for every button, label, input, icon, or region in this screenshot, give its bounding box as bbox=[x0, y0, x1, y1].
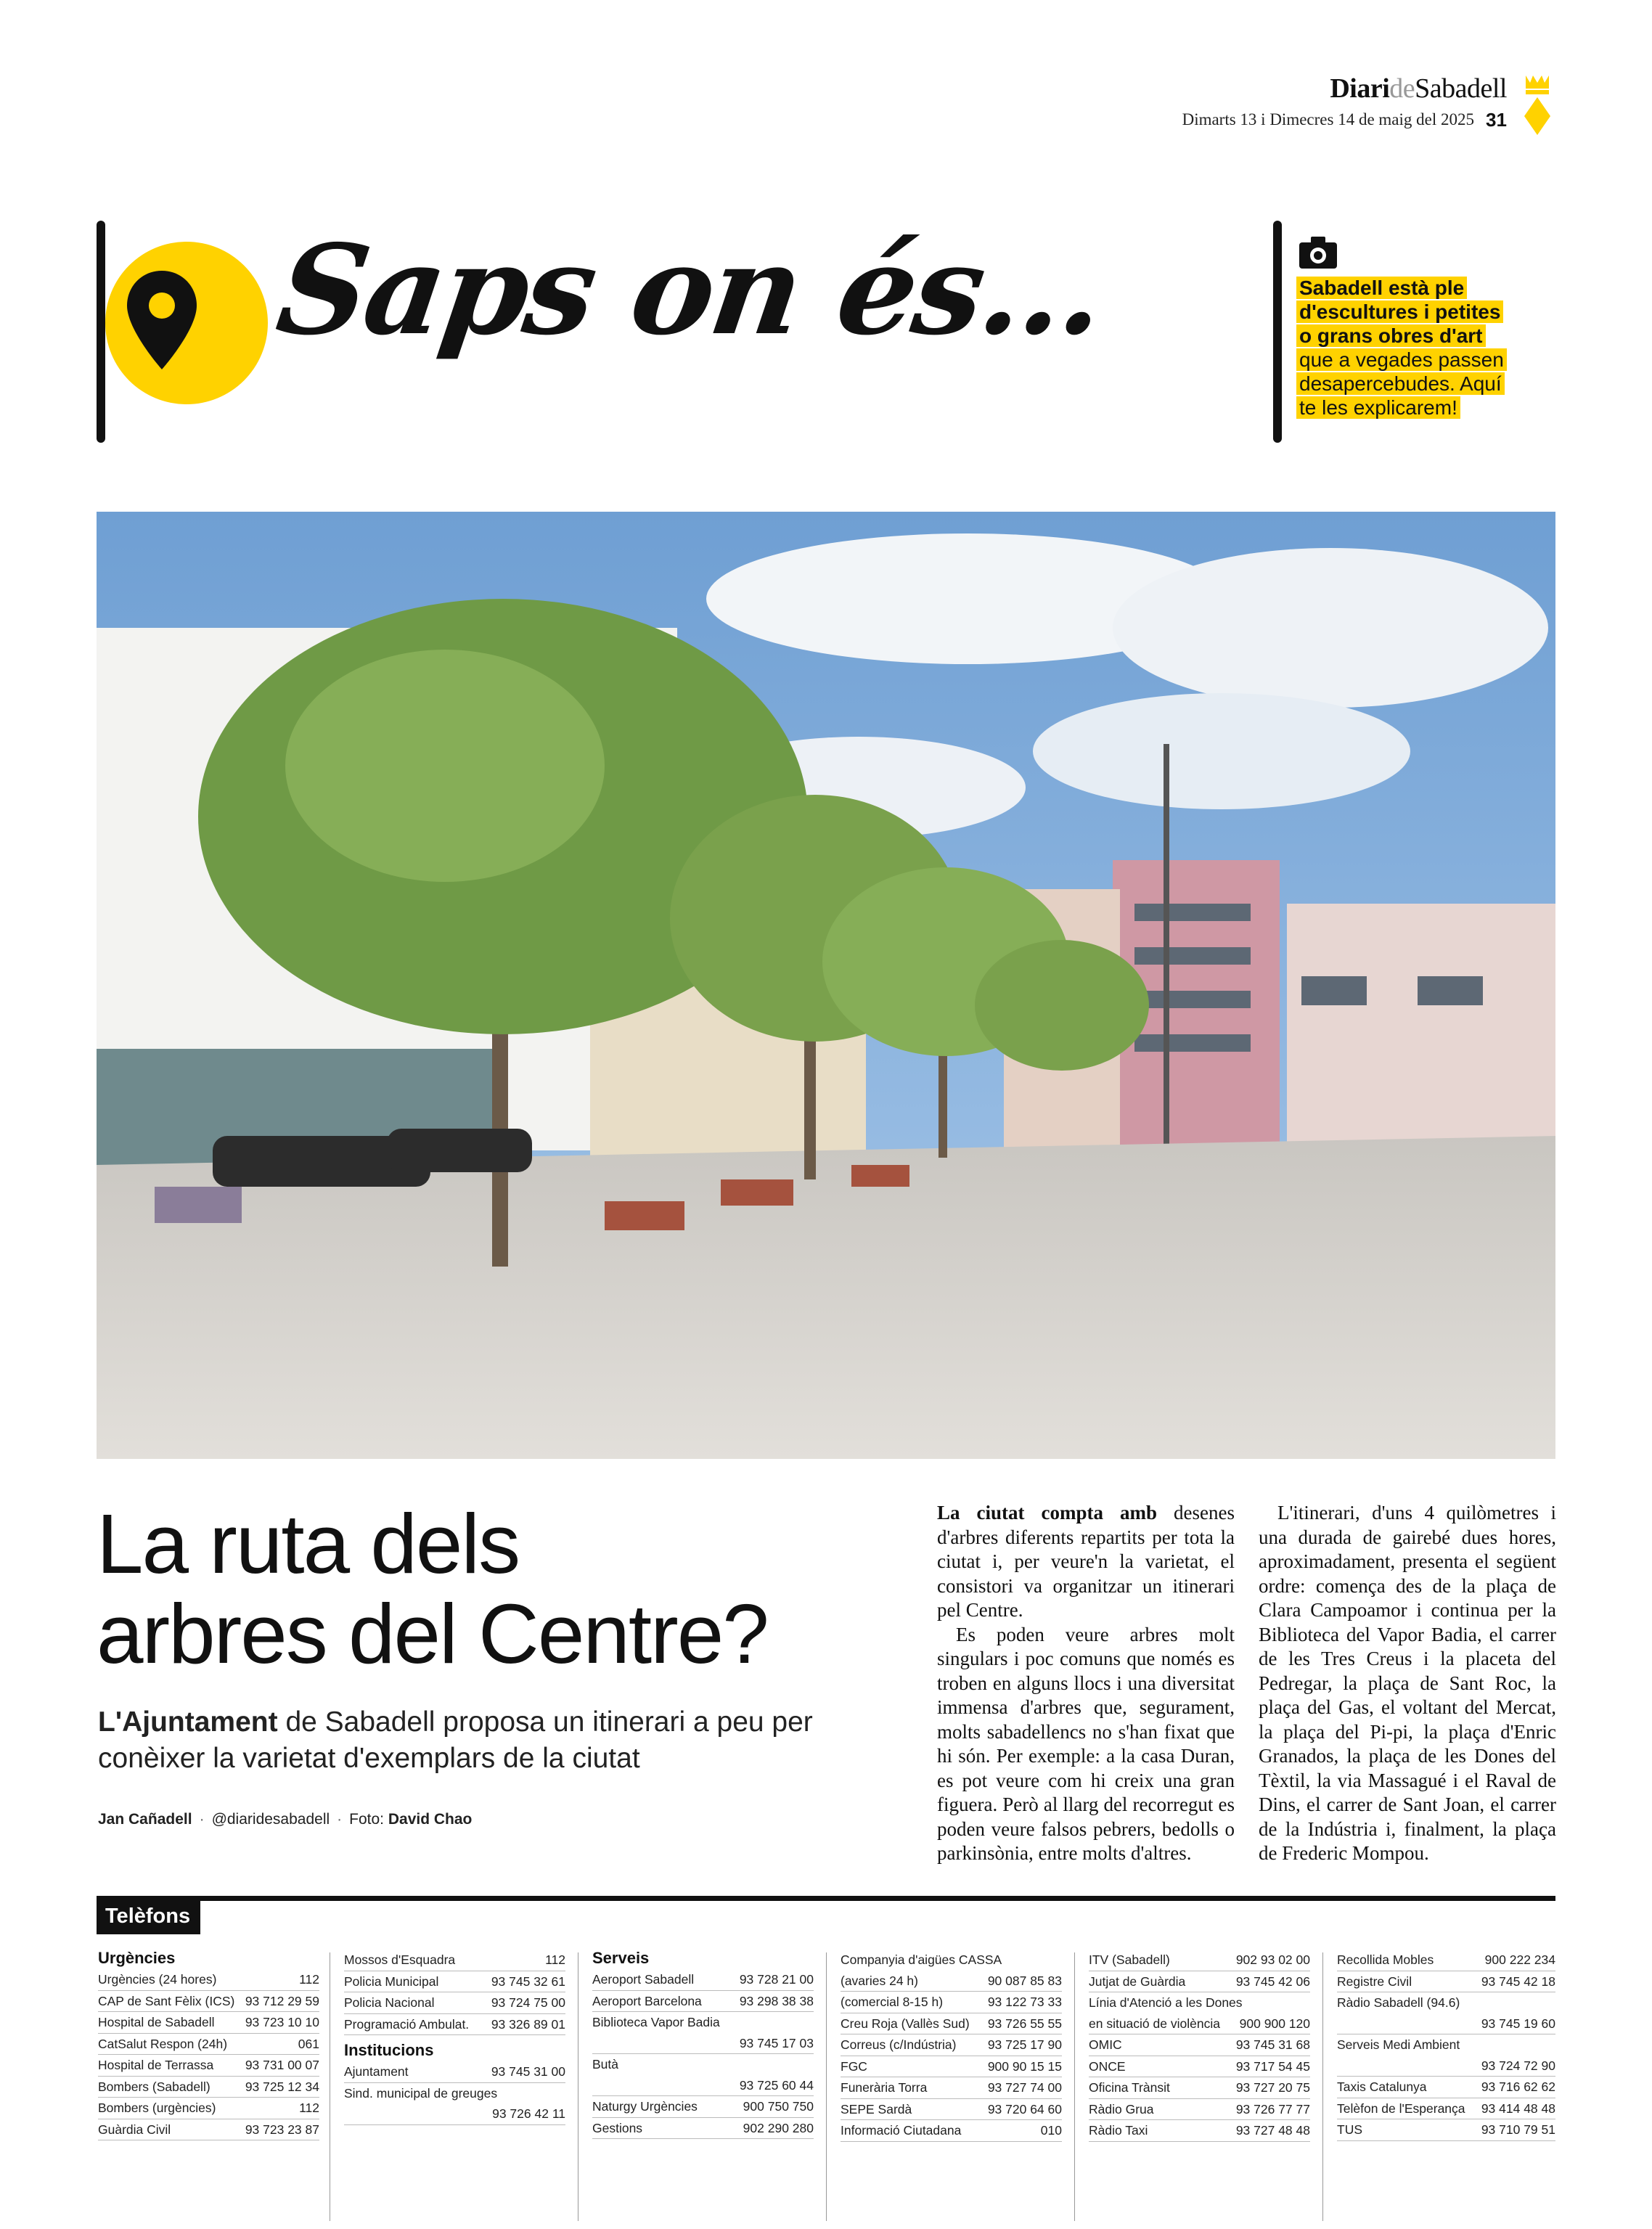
phone-label: Bombers (urgències) bbox=[98, 2101, 216, 2115]
phone-label: (comercial 8-15 h) bbox=[841, 1995, 944, 2009]
camera-icon bbox=[1299, 237, 1337, 269]
phone-number[interactable]: 900 90 15 15 bbox=[987, 2058, 1062, 2074]
phones-divider bbox=[1074, 1952, 1075, 2221]
phone-row bbox=[98, 2119, 319, 2141]
phone-row bbox=[1337, 2056, 1555, 2077]
phone-number[interactable]: 061 bbox=[298, 2036, 319, 2051]
phone-label: CatSalut Respon (24h) bbox=[98, 2036, 228, 2051]
page-number: 31 bbox=[1486, 109, 1507, 131]
section-promo bbox=[1296, 276, 1521, 420]
photographer-name: David Chao bbox=[388, 1811, 473, 1828]
brand-city: Sabadell bbox=[1415, 73, 1507, 104]
phone-row bbox=[344, 1971, 565, 1993]
phone-number[interactable]: 93 122 73 33 bbox=[987, 1995, 1062, 2009]
phone-row bbox=[841, 2120, 1062, 2142]
phone-number[interactable]: 112 bbox=[545, 1952, 565, 1967]
phone-number[interactable]: 93 723 10 10 bbox=[245, 2015, 319, 2029]
phone-number[interactable]: 93 745 17 03 bbox=[739, 2035, 814, 2050]
phone-label: Línia d'Atenció a les Dones bbox=[1089, 1995, 1243, 2010]
phones-tag: Telèfons bbox=[97, 1900, 200, 1934]
headline-line-2: arbres del Centre? bbox=[97, 1587, 768, 1681]
phone-number[interactable]: 010 bbox=[1040, 2123, 1062, 2138]
phone-row bbox=[98, 1969, 319, 1991]
phone-label: Guàrdia Civil bbox=[98, 2122, 171, 2137]
phone-number[interactable]: 902 93 02 00 bbox=[1235, 1952, 1310, 1967]
phone-number[interactable]: 93 726 55 55 bbox=[987, 2016, 1062, 2031]
promo-line-3: o grans obres d'art bbox=[1296, 324, 1486, 347]
phone-row bbox=[841, 1971, 1062, 1992]
phone-row bbox=[841, 2056, 1062, 2078]
header-left-bar bbox=[97, 221, 105, 443]
phone-number[interactable]: 93 716 62 62 bbox=[1481, 2079, 1555, 2094]
phone-label: Bombers (Sabadell) bbox=[98, 2079, 210, 2094]
phone-row bbox=[841, 1992, 1062, 2013]
article-column-1 bbox=[937, 1501, 1235, 1866]
phone-row bbox=[1337, 2034, 1555, 2056]
phone-number[interactable]: 93 717 54 45 bbox=[1235, 2058, 1310, 2074]
phone-row bbox=[1337, 2077, 1555, 2098]
phone-number[interactable]: 93 725 12 34 bbox=[245, 2079, 319, 2094]
article-subhead bbox=[98, 1704, 882, 1777]
phones-heading-institucions: Institucions bbox=[344, 2041, 434, 2059]
phone-number[interactable]: 93 724 72 90 bbox=[1481, 2058, 1555, 2073]
subhead-text: de Sabadell proposa un itinerari a peu per conèixer la varietat d'exemplars de la ciutat bbox=[98, 1706, 813, 1774]
phones-col-3 bbox=[592, 1947, 814, 2139]
phone-row bbox=[592, 2118, 814, 2140]
phone-label: Biblioteca Vapor Badia bbox=[592, 2015, 720, 2029]
phone-row bbox=[1089, 2034, 1310, 2056]
phones-list bbox=[841, 1950, 1062, 2142]
article-headline bbox=[97, 1499, 909, 1679]
phone-label: Oficina Trànsit bbox=[1089, 2080, 1170, 2095]
phone-row bbox=[98, 2077, 319, 2098]
phone-label: Creu Roja (Vallès Sud) bbox=[841, 2016, 970, 2031]
phone-label: Urgències (24 hores) bbox=[98, 1972, 217, 1987]
phone-number[interactable]: 900 222 234 bbox=[1484, 1952, 1555, 1967]
phone-row bbox=[592, 2075, 814, 2097]
phones-col-4 bbox=[841, 1950, 1062, 2142]
phone-row bbox=[1337, 2013, 1555, 2035]
phone-row bbox=[841, 2013, 1062, 2035]
paragraph-2: Es poden veure arbres molt singulars i poc comuns que només es troben en alguns llocs i una diversitat immensa d'arbres que, segurament, molts sabadellencs no s'han fixat que hi són. Per exemple: a la casa Duran, es pot veure com hi creix una gran figuera. Però al llarg del recorregut es poden veure falsos pebrers, bedolls o parkinsònia, entre molts d'altres. bbox=[937, 1623, 1235, 1864]
phone-row bbox=[592, 2012, 814, 2033]
phone-label: Ràdio Grua bbox=[1089, 2101, 1154, 2116]
phone-number[interactable]: 93 326 89 01 bbox=[491, 2016, 565, 2032]
phones-list bbox=[344, 2061, 565, 2125]
phone-row bbox=[98, 2098, 319, 2119]
phone-label: Butà bbox=[592, 2057, 618, 2071]
phones-heading-urgencies: Urgències bbox=[98, 1949, 176, 1967]
phone-number[interactable]: 93 725 60 44 bbox=[739, 2077, 814, 2093]
phone-label: SEPE Sardà bbox=[841, 2101, 912, 2116]
phones-col-2 bbox=[344, 1950, 565, 2125]
phones-list bbox=[1089, 1950, 1310, 2142]
phone-label: FGC bbox=[841, 2058, 867, 2074]
phone-number[interactable]: 93 727 48 48 bbox=[1235, 2123, 1310, 2138]
phone-label: Aeroport Barcelona bbox=[592, 1993, 702, 2008]
sabadell-crest-icon bbox=[1523, 73, 1552, 138]
phone-row bbox=[841, 2034, 1062, 2056]
phone-row bbox=[1089, 2077, 1310, 2099]
location-pin-icon bbox=[105, 242, 268, 404]
phone-row bbox=[592, 2054, 814, 2075]
phone-row bbox=[1089, 1992, 1310, 2013]
phone-label: Policia Nacional bbox=[344, 1995, 435, 2010]
phone-label: Mossos d'Esquadra bbox=[344, 1952, 456, 1967]
phone-label: Aeroport Sabadell bbox=[592, 1972, 695, 1987]
phone-number[interactable]: 112 bbox=[299, 1972, 319, 1987]
issue-date: Dimarts 13 i Dimecres 14 de maig del 2025 bbox=[1182, 110, 1474, 128]
phone-label: OMIC bbox=[1089, 2037, 1122, 2052]
phone-label: Ajuntament bbox=[344, 2064, 409, 2079]
phones-rule bbox=[97, 1896, 1555, 1901]
phone-label: Programació Ambulat. bbox=[344, 2016, 470, 2032]
phone-label: (avaries 24 h) bbox=[841, 1973, 918, 1988]
phone-label: Policia Municipal bbox=[344, 1974, 439, 1989]
article-column-2 bbox=[1259, 1501, 1556, 1866]
phone-label: Hospital de Terrassa bbox=[98, 2058, 214, 2072]
phones-col-6 bbox=[1337, 1950, 1555, 2141]
phone-row bbox=[344, 2083, 565, 2104]
paragraph-3: L'itinerari, d'uns 4 quilòmetres i una durada de gairebé dues hores, aproximadament, presenta el següent ordre: comença des de la plaça de Clara Campoamor i continua per la Biblioteca del Vapor Badia, el carrer de les Tres Creus i la placeta del Pedregar, la plaça de Sant Roc, la plaça del Gas, el voltant del Mercat, la plaça del Pi-pi, la plaça d'Enric Granados, la plaça de les Dones del Tèxtil, la via Massagué i el Raval de Dins, el carrer de Sant Joan, el carrer de la Indústria i, finalment, la plaça de Frederic Mompou. bbox=[1259, 1502, 1556, 1864]
phone-number[interactable]: 93 745 42 06 bbox=[1235, 1974, 1310, 1989]
phone-number[interactable]: 93 726 77 77 bbox=[1235, 2101, 1310, 2116]
phone-number[interactable]: 93 414 48 48 bbox=[1481, 2101, 1555, 2116]
phone-label: CAP de Sant Fèlix (ICS) bbox=[98, 1993, 235, 2008]
phone-label: Serveis Medi Ambient bbox=[1337, 2037, 1460, 2052]
phone-row bbox=[1337, 1971, 1555, 1993]
phones-list bbox=[98, 1969, 319, 2140]
phone-number[interactable]: 93 745 31 00 bbox=[491, 2064, 565, 2079]
phone-number[interactable]: 93 745 42 18 bbox=[1481, 1974, 1555, 1989]
phone-row bbox=[1089, 2013, 1310, 2035]
phones-col-1 bbox=[98, 1947, 319, 2140]
byline: Jan Cañadell · @diaridesabadell · Foto: David Chao bbox=[98, 1811, 473, 1828]
phone-row bbox=[1089, 1971, 1310, 1993]
phone-number[interactable]: 93 724 75 00 bbox=[491, 1995, 565, 2010]
phone-number[interactable]: 93 745 19 60 bbox=[1481, 2016, 1555, 2031]
phone-number[interactable]: 93 727 74 00 bbox=[987, 2080, 1062, 2095]
phones-col-5 bbox=[1089, 1950, 1310, 2142]
phones-list bbox=[592, 1969, 814, 2139]
phone-label: en situació de violència bbox=[1089, 2016, 1220, 2031]
phone-row bbox=[841, 2099, 1062, 2121]
phone-label: Taxis Catalunya bbox=[1337, 2079, 1427, 2094]
phone-row bbox=[592, 1991, 814, 2013]
phone-label: Naturgy Urgències bbox=[592, 2099, 698, 2114]
section-title: Saps on és... bbox=[269, 218, 1112, 363]
phone-label: Jutjat de Guàrdia bbox=[1089, 1974, 1186, 1989]
phone-number[interactable]: 90 087 85 83 bbox=[987, 1973, 1062, 1988]
phone-number[interactable]: 93 745 32 61 bbox=[491, 1974, 565, 1989]
phone-row bbox=[841, 1950, 1062, 1971]
phone-label: ITV (Sabadell) bbox=[1089, 1952, 1170, 1967]
phone-row bbox=[592, 1969, 814, 1991]
phone-label: Correus (c/Indústria) bbox=[841, 2037, 957, 2052]
phone-label: Telèfon de l'Esperança bbox=[1337, 2101, 1465, 2116]
brand-diari: Diari bbox=[1330, 73, 1390, 104]
phone-row bbox=[344, 2103, 565, 2125]
phone-row bbox=[1089, 1950, 1310, 1971]
phone-row bbox=[344, 2014, 565, 2036]
phone-row bbox=[592, 2033, 814, 2055]
phones-list bbox=[344, 1950, 565, 2035]
paragraph-1: desenes d'arbres diferents repartits per tota la ciutat i, per veure'n la varietat, el consistori va organitzar un itinerari pel Centre. bbox=[937, 1502, 1235, 1621]
phone-number[interactable]: 93 720 64 60 bbox=[987, 2101, 1062, 2116]
phone-row bbox=[1089, 2099, 1310, 2121]
masthead-brand[interactable] bbox=[1330, 73, 1507, 105]
phone-number[interactable]: 93 712 29 59 bbox=[245, 1993, 319, 2008]
article-photo bbox=[97, 512, 1555, 1459]
phone-row bbox=[1337, 1992, 1555, 2013]
phone-number[interactable]: 93 726 42 11 bbox=[492, 2106, 565, 2121]
phone-row bbox=[98, 2055, 319, 2077]
phone-number[interactable]: 93 723 23 87 bbox=[245, 2122, 319, 2137]
phone-row bbox=[344, 2061, 565, 2083]
phone-row bbox=[1337, 2098, 1555, 2120]
phone-number[interactable]: 93 728 21 00 bbox=[739, 1972, 814, 1987]
phone-label: Ràdio Taxi bbox=[1089, 2123, 1148, 2138]
phone-number[interactable]: 93 298 38 38 bbox=[739, 1993, 814, 2008]
phone-label: ONCE bbox=[1089, 2058, 1126, 2074]
brand-de: de bbox=[1389, 73, 1415, 104]
phone-row bbox=[841, 2077, 1062, 2099]
phone-row bbox=[1337, 1950, 1555, 1971]
photo-credit-label: Foto: bbox=[349, 1811, 385, 1828]
phone-row bbox=[344, 1992, 565, 2014]
promo-line-2: d'escultures i petites bbox=[1296, 300, 1503, 323]
phone-number[interactable]: 900 750 750 bbox=[743, 2099, 814, 2114]
header-right-bar bbox=[1273, 221, 1282, 443]
phone-number[interactable]: 93 710 79 51 bbox=[1481, 2122, 1555, 2137]
phone-label: Gestions bbox=[592, 2120, 643, 2135]
social-handle[interactable]: @diaridesabadell bbox=[211, 1811, 330, 1828]
phones-list bbox=[1337, 1950, 1555, 2141]
phone-label: Companyia d'aigües CASSA bbox=[841, 1952, 1002, 1967]
headline-line-1: La ruta dels bbox=[97, 1497, 520, 1591]
promo-line-4: que a vegades passen bbox=[1296, 348, 1507, 371]
phone-label: Registre Civil bbox=[1337, 1974, 1412, 1989]
phone-label: Hospital de Sabadell bbox=[98, 2015, 215, 2029]
author-name[interactable]: Jan Cañadell bbox=[98, 1811, 192, 1828]
phones-heading-serveis: Serveis bbox=[592, 1949, 650, 1967]
phone-row bbox=[98, 2012, 319, 2034]
phones-divider bbox=[1322, 1952, 1323, 2221]
subhead-bold: L'Ajuntament bbox=[98, 1706, 278, 1738]
phone-number[interactable]: 902 290 280 bbox=[743, 2120, 814, 2135]
promo-line-1: Sabadell està ple bbox=[1296, 277, 1467, 299]
phone-label: Ràdio Sabadell (94.6) bbox=[1337, 1995, 1460, 2010]
phone-label: TUS bbox=[1337, 2122, 1362, 2137]
phone-label: Sind. municipal de greuges bbox=[344, 2085, 498, 2101]
phone-row bbox=[1089, 2056, 1310, 2078]
phone-row bbox=[1089, 2120, 1310, 2142]
phone-label: Funerària Torra bbox=[841, 2080, 928, 2095]
phone-number[interactable]: 112 bbox=[299, 2101, 319, 2115]
phones-divider bbox=[826, 1952, 827, 2221]
phone-number[interactable]: 93 731 00 07 bbox=[245, 2058, 319, 2072]
phone-row bbox=[1337, 2119, 1555, 2141]
phone-number[interactable]: 93 745 31 68 bbox=[1235, 2037, 1310, 2052]
phone-row bbox=[344, 1950, 565, 1971]
phone-number[interactable]: 93 727 20 75 bbox=[1235, 2080, 1310, 2095]
phone-row bbox=[98, 1991, 319, 2013]
phone-number[interactable]: 93 725 17 90 bbox=[987, 2037, 1062, 2052]
phone-label: Recollida Mobles bbox=[1337, 1952, 1434, 1967]
phone-row bbox=[98, 2034, 319, 2056]
phone-number[interactable]: 900 900 120 bbox=[1239, 2016, 1310, 2031]
phone-row bbox=[592, 2096, 814, 2118]
promo-line-6: te les explicarem! bbox=[1296, 396, 1460, 419]
promo-line-5: desapercebudes. Aquí bbox=[1296, 372, 1505, 395]
phone-label: Informació Ciutadana bbox=[841, 2123, 962, 2138]
lead-in: La ciutat compta amb bbox=[937, 1502, 1158, 1524]
